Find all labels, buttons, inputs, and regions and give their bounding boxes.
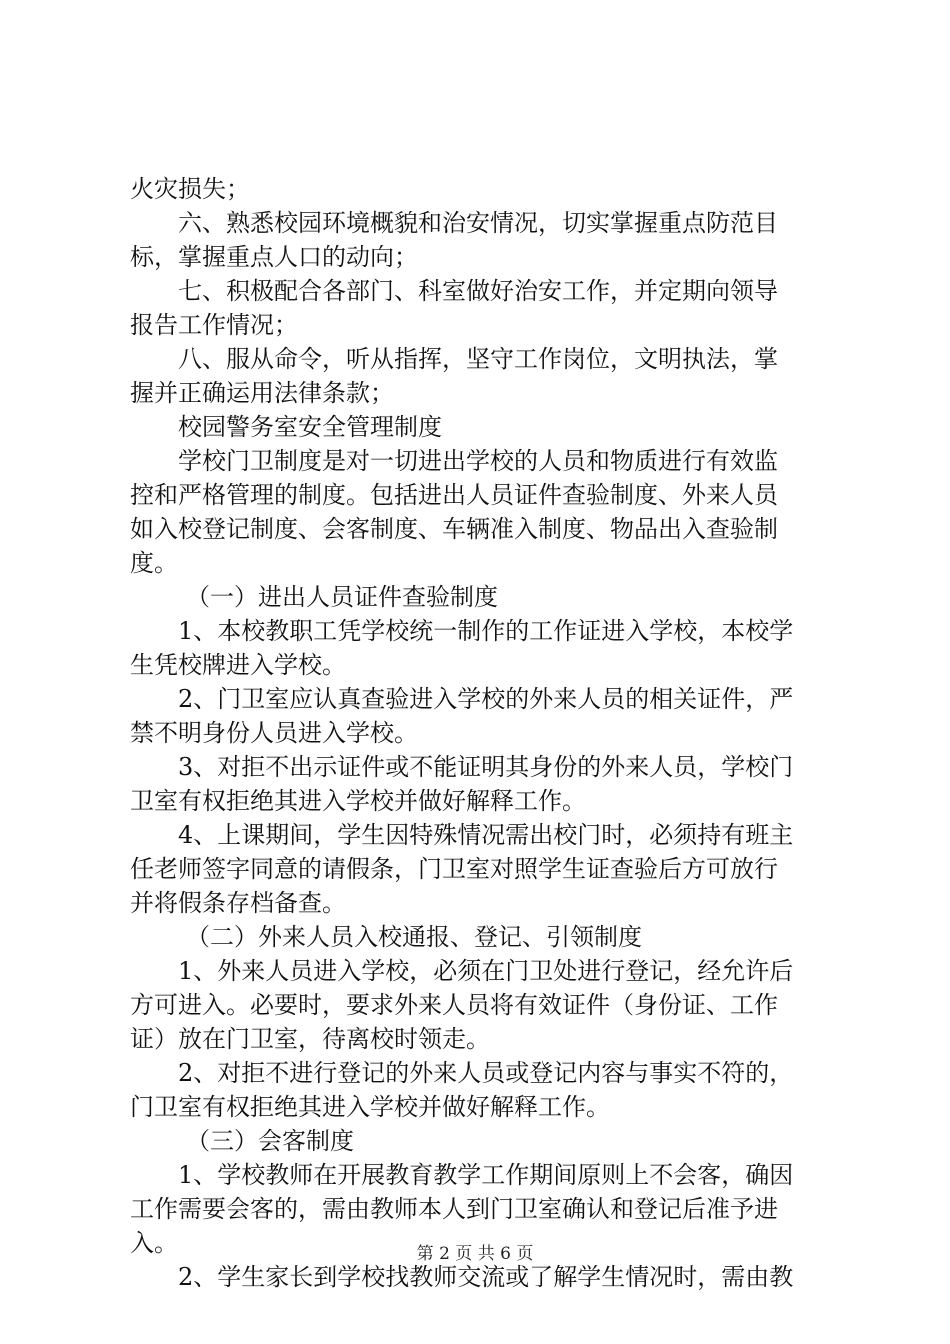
text-line: 学校门卫制度是对一切进出学校的人员和物质进行有效监	[178, 447, 778, 475]
text-line: 证）放在门卫室，待离校时领走。	[130, 1025, 490, 1053]
text-line: 门卫室有权拒绝其进入学校并做好解释工作。	[130, 1093, 610, 1121]
subsection-heading: （二）外来人员入校通报、登记、引领制度	[186, 923, 642, 951]
page-footer	[0, 1243, 950, 1265]
text-line: 1、外来人员进入学校，必须在门卫处进行登记，经允许后	[178, 957, 794, 985]
text-line: 并将假条存档备查。	[130, 889, 346, 917]
text-line: 七、积极配合各部门、科室做好治安工作，并定期向领导	[178, 277, 778, 305]
text-line: 1、学校教师在开展教育教学工作期间原则上不会客，确因	[178, 1161, 794, 1189]
subsection-heading: （三）会客制度	[186, 1127, 354, 1155]
text-line: 八、服从命令，听从指挥，坚守工作岗位，文明执法，掌	[178, 345, 778, 373]
text-line: 任老师签字同意的请假条，门卫室对照学生证查验后方可放行	[130, 855, 778, 883]
text-line: 方可进入。必要时，要求外来人员将有效证件（身份证、工作	[130, 991, 778, 1019]
page-number-label: 第 2 页 共 6 页	[416, 1244, 534, 1264]
section-heading: 校园警务室安全管理制度	[178, 413, 442, 441]
text-line: 2、对拒不进行登记的外来人员或登记内容与事实不符的，	[178, 1059, 794, 1087]
text-line: 工作需要会客的，需由教师本人到门卫室确认和登记后准予进	[130, 1195, 778, 1223]
text-line: 控和严格管理的制度。包括进出人员证件查验制度、外来人员	[130, 481, 778, 509]
text-line: 2、门卫室应认真查验进入学校的外来人员的相关证件，严	[178, 685, 794, 713]
text-line: 报告工作情况；	[130, 311, 298, 339]
text-line: 如入校登记制度、会客制度、车辆准入制度、物品出入查验制	[130, 515, 778, 543]
text-line: 入。	[130, 1229, 178, 1257]
subsection-heading: （一）进出人员证件查验制度	[186, 583, 498, 611]
text-line: 禁不明身份人员进入学校。	[130, 719, 418, 747]
text-line: 2、学生家长到学校找教师交流或了解学生情况时，需由教	[178, 1263, 794, 1291]
text-line: 标，掌握重点人口的动向；	[130, 243, 418, 271]
text-line: 握并正确运用法律条款；	[130, 379, 394, 407]
text-line: 3、对拒不出示证件或不能证明其身份的外来人员，学校门	[178, 753, 794, 781]
document-body	[130, 172, 830, 1294]
text-line: 4、上课期间，学生因特殊情况需出校门时，必须持有班主	[178, 821, 794, 849]
text-line: 火灾损失；	[130, 175, 250, 203]
text-line: 卫室有权拒绝其进入学校并做好解释工作。	[130, 787, 586, 815]
text-line: 1、本校教职工凭学校统一制作的工作证进入学校，本校学	[178, 617, 794, 645]
text-line: 度。	[130, 549, 178, 577]
text-line: 生凭校牌进入学校。	[130, 651, 346, 679]
text-line: 六、熟悉校园环境概貌和治安情况，切实掌握重点防范目	[178, 209, 778, 237]
